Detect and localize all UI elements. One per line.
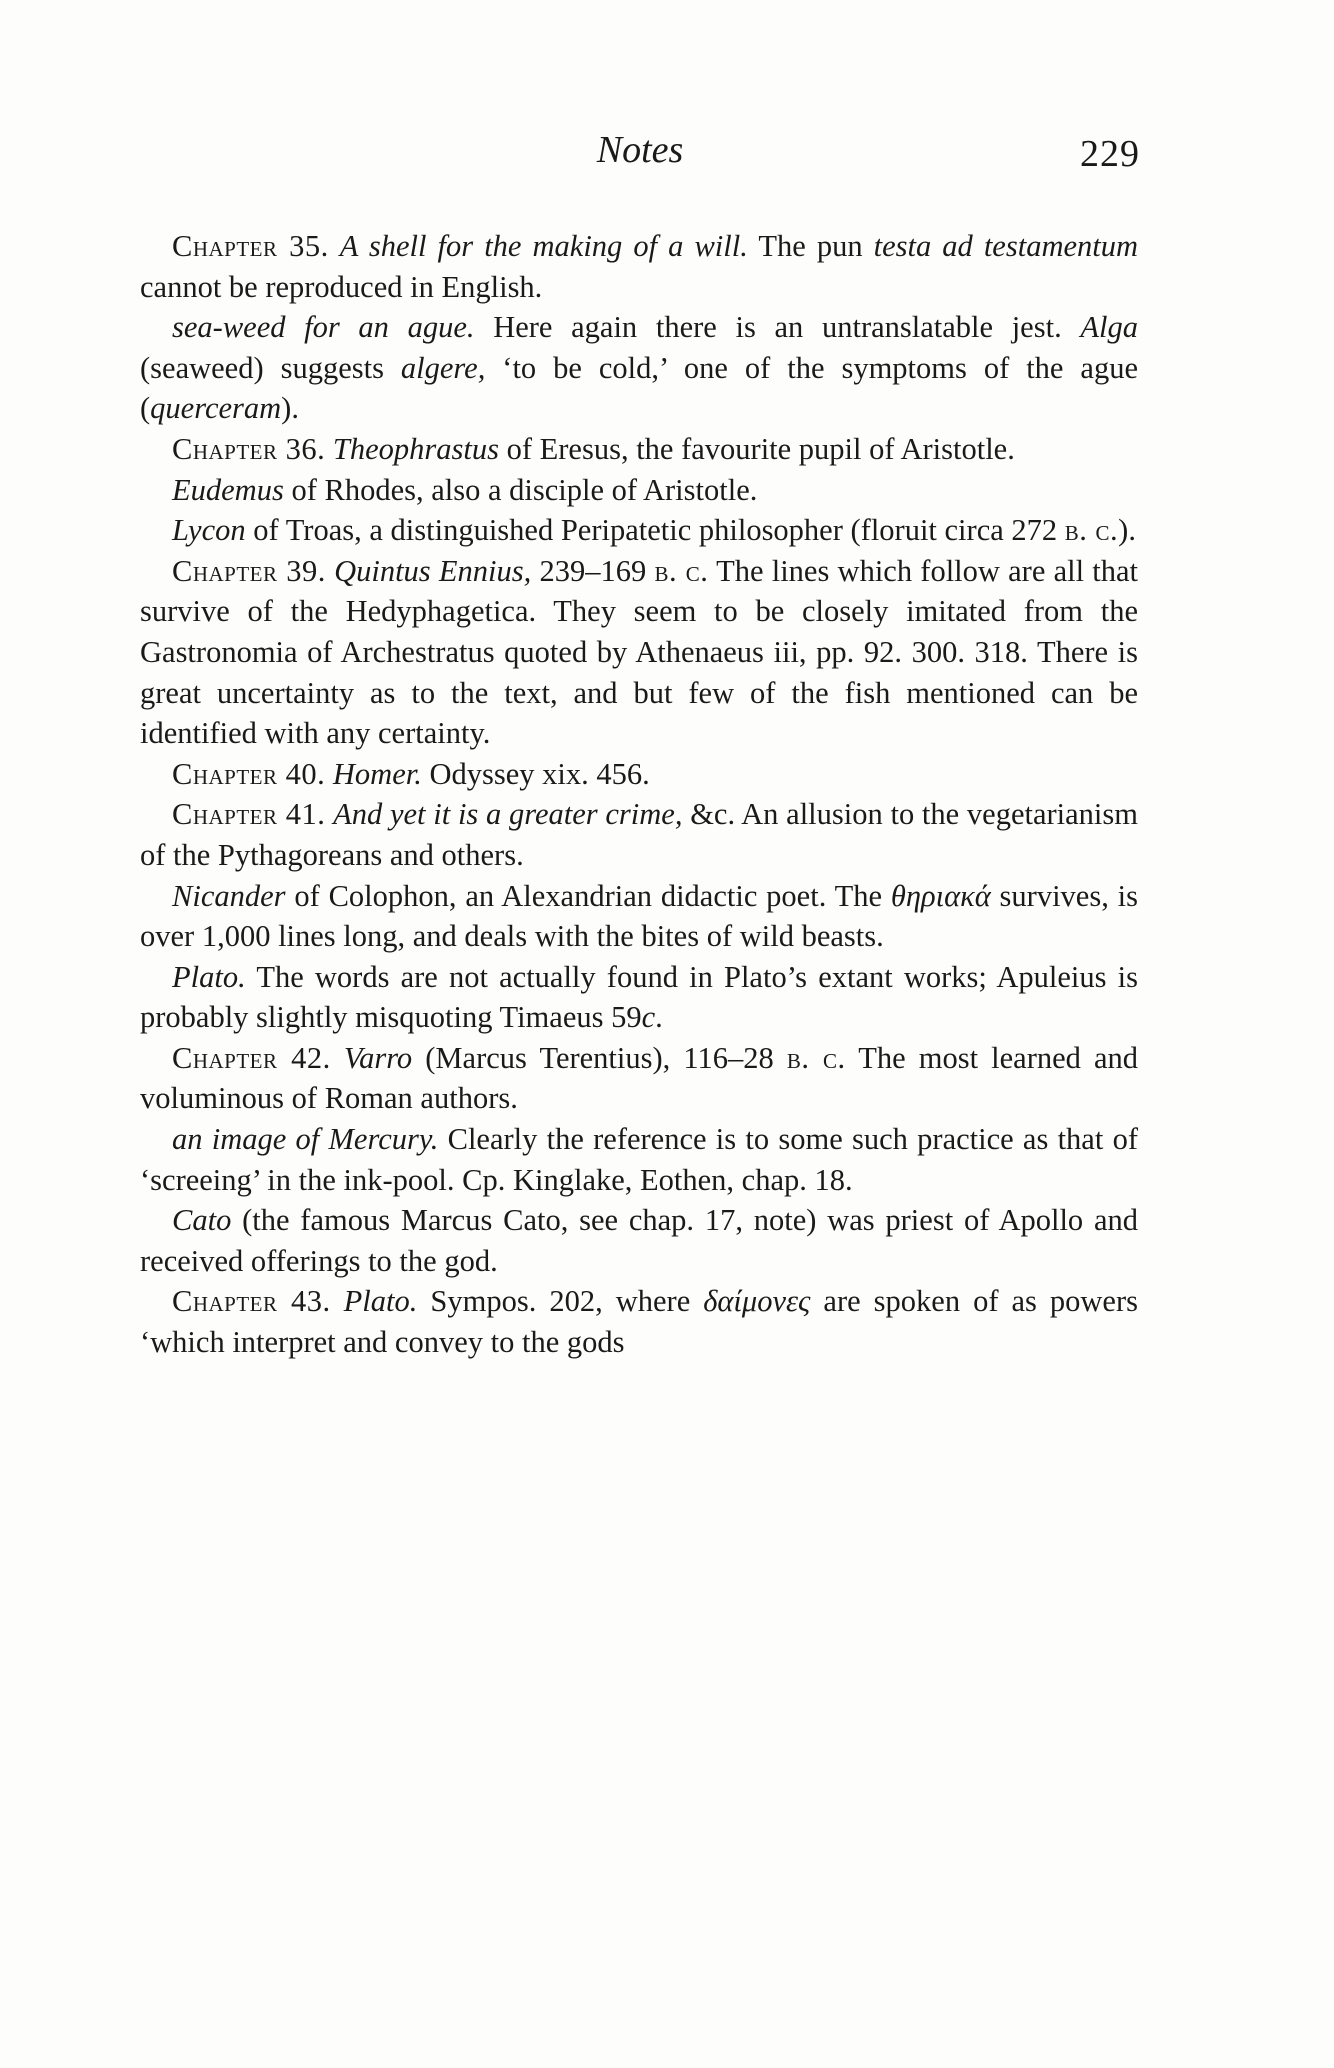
note-paragraph: Nicander of Colophon, an Alexandrian didactic poet. The θηριακά survives, is over 1,000 lines long, and deals with the bites of wild beasts.: [140, 878, 1139, 954]
chapter-label: Chapter 40.: [172, 756, 326, 791]
note-paragraph: Chapter 40. Homer. Odyssey xix. 456.: [172, 756, 650, 791]
notes-text: [140, 226, 1138, 1363]
note-term: And yet it is a greater crime,: [333, 797, 683, 832]
note-term: Eudemus: [172, 472, 284, 507]
chapter-label: Chapter 42.: [172, 1040, 331, 1075]
note-paragraph: Lycon of Troas, a distinguished Peripatetic philosopher (floruit circa 272 b. c.).: [172, 513, 1136, 548]
note-paragraph: Eudemus of Rhodes, also a disciple of Aristotle.: [172, 472, 758, 507]
note-term: sea-weed for an ague.: [172, 310, 475, 345]
note-term: Plato.: [172, 959, 246, 994]
note-term: Cato: [172, 1203, 232, 1238]
greek-word: θηριακά: [890, 878, 991, 913]
note-term: Nicander: [172, 878, 286, 913]
note-term: A shell for the making of a will.: [339, 229, 748, 263]
note-term: Plato.: [343, 1284, 418, 1319]
note-paragraph: Chapter 41. And yet it is a greater crime, &c. An allusion to the vegetarianism of the Pythagoreans and others.: [140, 797, 1138, 872]
note-paragraph: an image of Mercury. Clearly the reference is to some such practice as that of ‘screeing’ in the ink-pool. Cp. Kinglake, Eothen, chap. 18.: [140, 1122, 1138, 1197]
chapter-label: Chapter 39.: [172, 553, 326, 588]
note-paragraph: Chapter 36. Theophrastus of Eresus, the favourite pupil of Aristotle.: [172, 431, 1015, 466]
note-term: Quintus Ennius,: [334, 553, 532, 588]
note-paragraph: Chapter 35. A shell for the making of a will. The pun testa ad testamentum cannot be reproduced in English.: [140, 229, 1139, 304]
note-term: Varro: [343, 1040, 413, 1075]
note-paragraph: Chapter 43. Plato. Sympos. 202, where δαίμονες are spoken of as powers ‘which interpret and convey to the gods: [140, 1284, 1138, 1360]
page-header: [140, 128, 1140, 188]
note-paragraph: Chapter 42. Varro (Marcus Terentius), 116–28 b. c. The most learned and voluminous of Roman authors.: [140, 1040, 1139, 1116]
chapter-label: Chapter 41.: [172, 797, 326, 832]
chapter-label: Chapter 35.: [172, 229, 329, 263]
note-term: Lycon: [172, 513, 246, 548]
note-paragraph: Chapter 39. Quintus Ennius, 239–169 b. c. The lines which follow are all that survive of the Hedyphagetica. They seem to be closely imitated from the Gastronomia of Archestratus quoted by Athenaeus iii, pp. 92. 300. 318. There is great uncertainty as to the text, and but few of the fish mentioned can be identified with any certainty.: [140, 553, 1139, 751]
chapter-label: Chapter 36.: [172, 431, 326, 466]
note-term: an image of Mercury.: [172, 1122, 439, 1157]
note-term: Theophrastus: [332, 431, 499, 466]
note-paragraph: sea-weed for an ague. Here again there is an untranslatable jest. Alga (seaweed) suggests algere, ‘to be cold,’ one of the symptoms of the ague (querceram).: [140, 310, 1138, 426]
page-number: 229: [1080, 133, 1140, 175]
note-term: Homer.: [332, 756, 422, 791]
running-title: Notes: [596, 129, 684, 171]
chapter-label: Chapter 43.: [172, 1284, 331, 1319]
greek-word: δαίμονες: [703, 1284, 811, 1319]
note-paragraph: Cato (the famous Marcus Cato, see chap. 17, note) was priest of Apollo and received offerings to the god.: [140, 1203, 1138, 1278]
note-paragraph: Plato. The words are not actually found in Plato’s extant works; Apuleius is probably slightly misquoting Timaeus 59c.: [140, 959, 1138, 1035]
